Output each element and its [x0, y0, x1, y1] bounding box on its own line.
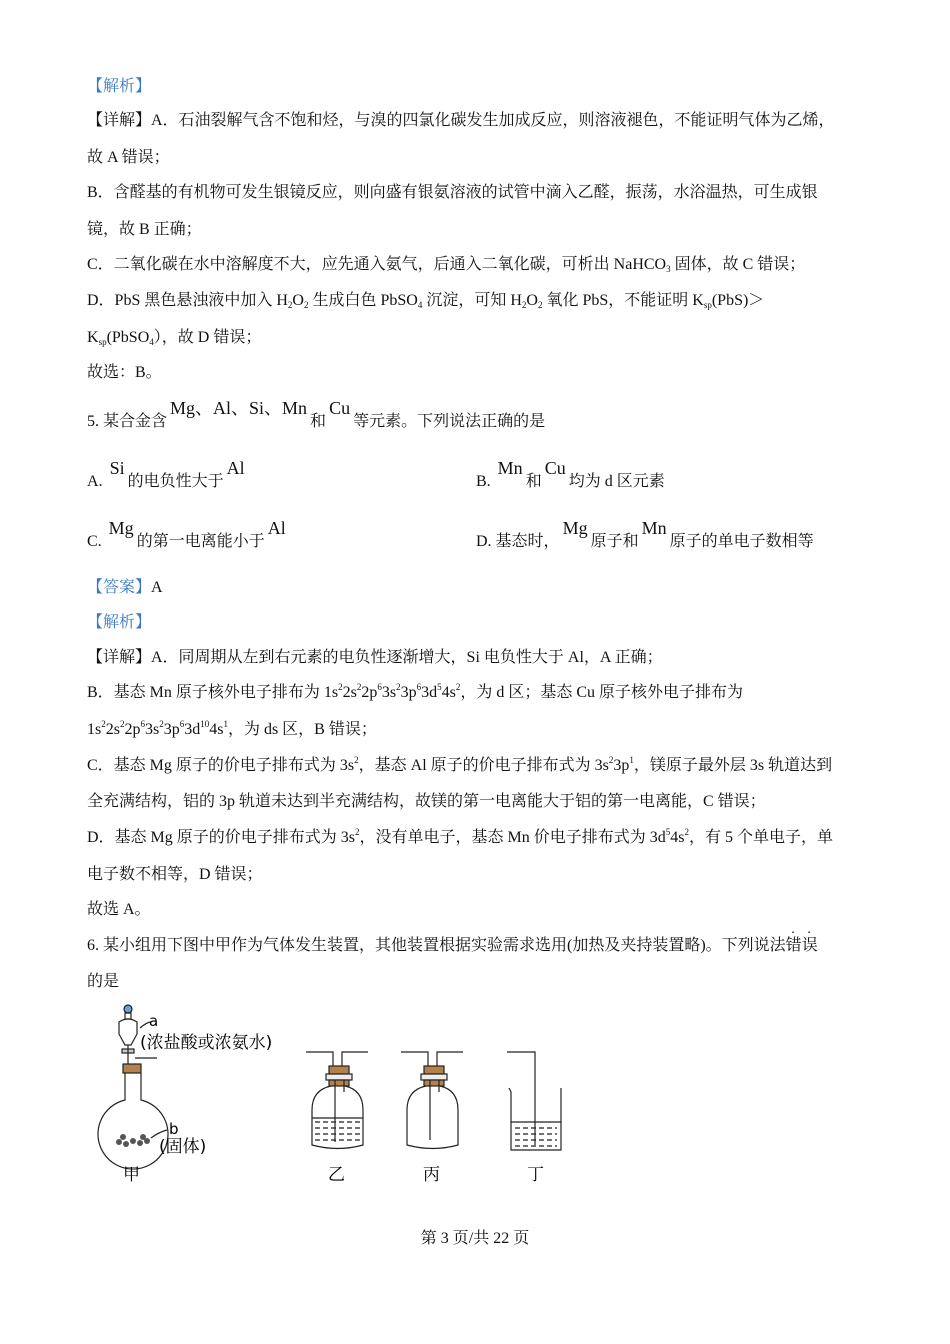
text-segment: 氧化 PbS，不能证明 K: [542, 292, 704, 309]
text-segment: 2: [521, 300, 527, 310]
text-segment: 3p: [163, 721, 180, 738]
option-a: [87, 458, 248, 493]
apparatus-figure: [95, 1000, 595, 1195]
option-b: [476, 458, 665, 493]
analysis-label: 【解析】: [87, 614, 152, 631]
formula-text: Mn: [497, 458, 523, 478]
text-segment: 2: [101, 719, 106, 729]
text-segment: 2: [396, 682, 401, 692]
text-segment: A.: [87, 473, 107, 490]
text-line: [87, 827, 833, 849]
text-line: [87, 147, 170, 169]
text-segment: 5. 某合金含: [87, 413, 168, 430]
text-segment: 【详解】A．石油裂解气含不饱和烃，与溴的四氯化碳发生加成反应，则溶液褪色，不能证明气体为乙烯，: [87, 112, 835, 129]
text-segment: sp: [703, 300, 712, 310]
text-segment: 1: [629, 755, 634, 765]
text-segment: 3d: [421, 684, 438, 701]
text-segment: B．基态 Mn 原子核外电子排布为 1s: [87, 684, 339, 701]
option-d: [476, 518, 814, 553]
text-segment: 6: [179, 719, 185, 729]
text-segment: 6: [416, 682, 422, 692]
text-segment: ，为 ds 区，B 错误；: [227, 721, 377, 738]
text-segment: 的是: [87, 973, 120, 990]
text-segment: 1s: [87, 721, 102, 738]
text-segment: 2: [537, 300, 543, 310]
text-segment: 2s: [105, 721, 120, 738]
text-segment: D．基态 Mg 原子的价电子排布式为 3s: [87, 829, 356, 846]
text-segment: 3s: [144, 721, 160, 738]
text-segment: (PbS)＞: [711, 292, 765, 309]
text-line: [87, 935, 818, 957]
text-segment: 6: [377, 682, 382, 692]
option-c: [87, 518, 289, 553]
formula-text: Al: [267, 518, 286, 538]
text-segment: 全充满结构，铝的 3p 轨道未达到半充满结构，故镁的第一电离能大于铝的第一电离能，C 错误；: [87, 793, 766, 810]
text-segment: 6. 某小组用下图中甲作为气体发生装置，其他装置根据实验需求选用(加热及夹持装置略)。下列说法: [87, 937, 786, 954]
text-segment: 等元素。下列说法正确的是: [353, 413, 546, 430]
text-segment: 3p: [613, 757, 630, 774]
text-segment: sp: [98, 337, 107, 347]
text-segment: 2: [455, 682, 461, 692]
text-segment: C．二氧化碳在水中溶解度不大，应先通入氨气，后通入二氧化碳，可析出 NaHCO: [87, 256, 667, 273]
text-segment: C．基态 Mg 原子的价电子排布式为 3s: [87, 757, 355, 774]
text-line: [87, 899, 151, 921]
text-segment: 10: [200, 719, 210, 729]
answer-line: [87, 577, 163, 599]
text-segment: 6: [140, 719, 145, 729]
caption-jia: 甲: [123, 1165, 140, 1185]
caption-ding: 丁: [527, 1165, 544, 1185]
text-segment: D. 基态时，: [476, 533, 560, 550]
text-segment: 2p: [361, 684, 378, 701]
text-segment: (PbSO: [106, 329, 150, 346]
text-segment: 2: [356, 682, 362, 692]
text-segment: 的电负性大于: [127, 473, 224, 490]
text-segment: 2: [303, 300, 309, 310]
text-segment: 4s: [670, 829, 685, 846]
answer-value: A: [151, 579, 163, 596]
label-b-note: (固体): [159, 1137, 207, 1157]
text-line: [87, 755, 832, 777]
text-segment: 2: [355, 827, 360, 837]
caption-bing: 丙: [423, 1165, 440, 1185]
text-line: [87, 219, 202, 241]
formula-text: Mn: [641, 518, 667, 538]
text-segment: 故 A 错误；: [87, 149, 170, 166]
text-line: [87, 362, 162, 384]
text-segment: 2: [608, 755, 614, 765]
text-segment: 2: [159, 719, 164, 729]
formula-text: Al: [226, 458, 245, 478]
label-a-note: (浓盐酸或浓氨水): [140, 1033, 273, 1053]
formula-text: Cu: [329, 398, 351, 418]
answer-label: 【答案】: [87, 579, 152, 596]
text-line: [87, 254, 805, 276]
text-segment: 故选：B。: [87, 364, 162, 381]
text-segment: 5: [665, 827, 671, 837]
text-segment: 故选 A。: [87, 901, 151, 918]
text-segment: 3: [666, 264, 671, 274]
text-segment: 2: [287, 300, 293, 310]
text-segment: B．含醛基的有机物可发生银镜反应，则向盛有银氨溶液的试管中滴入乙醛，振荡，水浴温热，可生成银: [87, 184, 818, 201]
formula-text: Mg、Al、Si、Mn: [170, 398, 308, 418]
text-line: [87, 647, 663, 669]
question-5-stem: [87, 398, 546, 433]
text-segment: 的第一电离能小于: [136, 533, 265, 550]
text-segment: 2: [338, 682, 343, 692]
analysis-label: 【解析】: [87, 78, 152, 95]
text-segment: 电子数不相等，D 错误；: [87, 866, 263, 883]
text-segment: 生成白色 PbSO: [308, 292, 418, 309]
text-segment: 5: [437, 682, 442, 692]
apparatus-yi: [306, 1052, 368, 1149]
text-segment: K: [87, 329, 99, 346]
text-segment: 均为 d 区元素: [568, 473, 665, 490]
text-line: [87, 791, 766, 813]
text-segment: C.: [87, 533, 106, 550]
text-segment: 【详解】A．同周期从左到右元素的电负性逐渐增大，Si 电负性大于 Al，A 正确；: [87, 649, 663, 666]
text-segment: O: [292, 292, 304, 309]
text-segment: ，有 5 个单电子，单: [688, 829, 833, 846]
text-segment: 2: [354, 755, 359, 765]
text-segment: 3p: [400, 684, 417, 701]
page-footer: 第 3 页/共 22 页: [420, 1230, 530, 1247]
text-segment: 和: [310, 413, 327, 430]
emphasis-dot-text: 误: [801, 937, 818, 954]
text-segment: 1: [223, 719, 228, 729]
text-line: [87, 290, 764, 312]
text-line: [87, 971, 119, 993]
formula-text: Mg: [108, 518, 134, 538]
text-segment: 2: [684, 827, 689, 837]
text-segment: 4: [149, 337, 154, 347]
text-segment: 镜，故 B 正确；: [87, 221, 202, 238]
apparatus-ding: [507, 1052, 561, 1150]
apparatus-bing: [401, 1052, 463, 1149]
text-segment: 3d: [184, 721, 201, 738]
text-segment: ，没有单电子，基态 Mn 价电子排布式为 3d: [359, 829, 666, 846]
text-segment: ，为 d 区；基态 Cu 原子核外电子排布为: [460, 684, 744, 701]
text-segment: 原子的单电子数相等: [669, 533, 814, 550]
text-line: [87, 110, 835, 132]
text-segment: B.: [476, 473, 495, 490]
text-segment: 4s: [441, 684, 456, 701]
text-segment: D．PbS 黑色悬浊液中加入 H: [87, 292, 288, 309]
text-line: [87, 182, 818, 204]
text-segment: O: [526, 292, 538, 309]
text-segment: 4: [417, 300, 423, 310]
text-segment: 2s: [342, 684, 357, 701]
emphasis-dot-text: 错: [785, 937, 802, 954]
text-segment: ，镁原子最外层 3s 轨道达到: [633, 757, 833, 774]
label-b: b: [169, 1120, 179, 1138]
text-segment: 沉淀，可知 H: [422, 292, 522, 309]
text-segment: 2: [119, 719, 125, 729]
text-segment: 3s: [381, 684, 397, 701]
text-segment: 原子和: [590, 533, 639, 550]
formula-text: Mg: [562, 518, 588, 538]
text-segment: ，基态 Al 原子的价电子排布式为 3s: [358, 757, 609, 774]
text-line: [87, 864, 263, 886]
caption-yi: 乙: [328, 1165, 345, 1185]
text-segment: 和: [525, 473, 542, 490]
formula-text: Si: [109, 458, 125, 478]
text-line: [87, 327, 261, 349]
text-line: [87, 719, 377, 741]
text-segment: 2p: [124, 721, 141, 738]
text-segment: 固体，故 C 错误；: [670, 256, 806, 273]
text-line: [87, 682, 743, 704]
formula-text: Cu: [544, 458, 566, 478]
label-a: a: [149, 1012, 159, 1030]
text-segment: ），故 D 错误；: [153, 329, 262, 346]
text-segment: 4s: [209, 721, 224, 738]
